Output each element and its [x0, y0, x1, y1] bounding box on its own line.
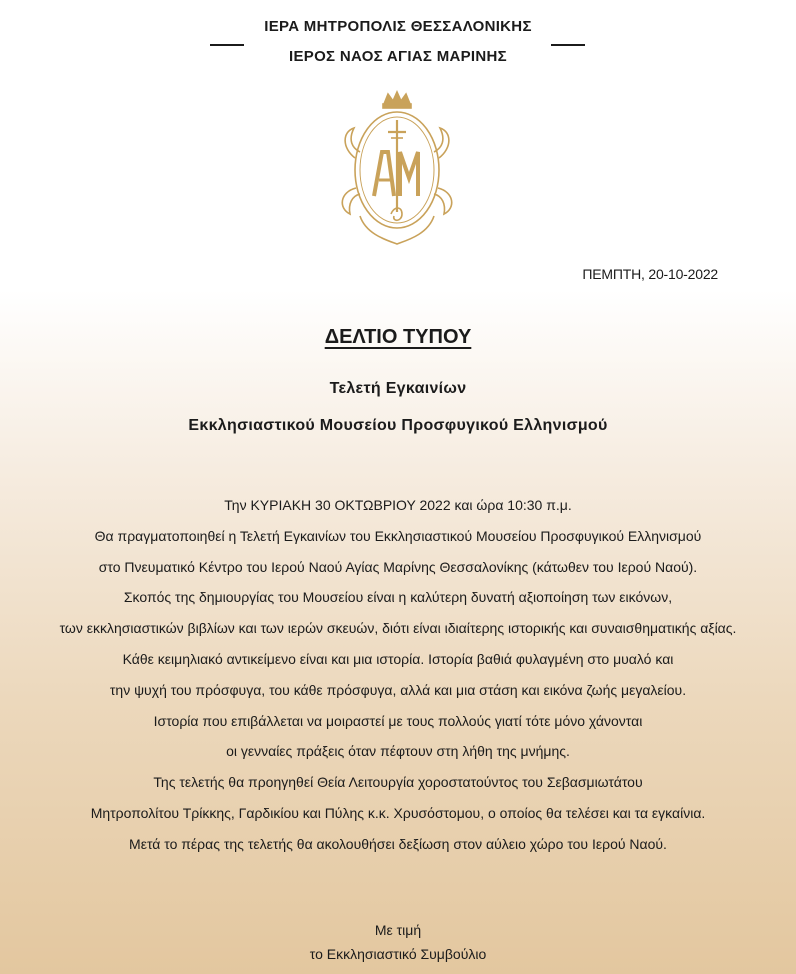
press-release-title: ΔΕΛΤΙΟ ΤΥΠΟΥ — [324, 326, 472, 348]
body-line: Της τελετής θα προηγηθεί Θεία Λειτουργία χοροστατούντος του Σεβασμιωτάτου — [153, 774, 643, 791]
document-date: ΠΕΜΠΤΗ, 20-10-2022 — [582, 266, 718, 282]
body-line: την ψυχή του πρόσφυγα, του κάθε πρόσφυγα, αλλά και μια στάση και εικόνα ζωής μεγαλείου. — [109, 681, 687, 698]
subtitle-museum: Εκκλησιαστικού Μουσείου Προσφυγικού Ελληνισμού — [188, 417, 608, 434]
body-line: Θα πραγματοποιηθεί η Τελετή Εγκαινίων του Εκκλησιαστικού Μουσείου Προσφυγικού Ελληνισμού — [94, 527, 702, 544]
header-subtitle: ΙΕΡΟΣ ΝΑΟΣ ΑΓΙΑΣ ΜΑΡΙΝΗΣ — [289, 48, 507, 65]
header-rule-left — [210, 44, 244, 46]
body-line: Μετά το πέρας της τελετής θα ακολουθήσει δεξίωση στον αύλειο χώρο του Ιερού Ναού. — [129, 835, 667, 852]
body-line: στο Πνευματικό Κέντρο του Ιερού Ναού Αγίας Μαρίνης Θεσσαλονίκης (κάτωθεν του Ιερού Ναού). — [98, 558, 698, 575]
body-line: Την ΚΥΡΙΑΚΗ 30 ΟΚΤΩΒΡΙΟΥ 2022 και ώρα 10:30 π.μ. — [224, 497, 572, 513]
subtitle-ceremony: Τελετή Εγκαινίων — [329, 380, 467, 397]
signoff-regards: Με τιμή — [374, 922, 422, 938]
body-line: Σκοπός της δημιουργίας του Μουσείου είναι η καλύτερη δυνατή αξιοποίηση των εικόνων, — [123, 589, 673, 606]
body-line: Ιστορία που επιβάλλεται να μοιραστεί με τους πολλούς γιατί τότε μόνο χάνονται — [153, 712, 643, 729]
body-line: οι γενναίες πράξεις όταν πέφτουν στη λήθη της μνήμης. — [226, 743, 570, 760]
crowned-monogram-emblem-icon — [336, 88, 458, 248]
header-rule-right — [551, 44, 585, 46]
body-line: Κάθε κειμηλιακό αντικείμενο είναι και μια ιστορία. Ιστορία βαθιά φυλαγμένη στο μυαλό και — [122, 650, 674, 667]
body-text — [0, 494, 796, 864]
body-line: Μητροπολίτου Τρίκκης, Γαρδικίου και Πύλης κ.κ. Χρυσόστομου, ο οποίος θα τελέσει και τα εγκαίνια. — [90, 804, 706, 821]
body-line: των εκκλησιαστικών βιβλίων και των ιερών σκευών, διότι είναι ιδιαίτερης ιστορικής και συναισθηματικής αξίας. — [59, 620, 737, 637]
signoff-signatory: το Εκκλησιαστικό Συμβούλιο — [309, 946, 487, 962]
header-title: ΙΕΡΑ ΜΗΤΡΟΠΟΛΙΣ ΘΕΣΣΑΛΟΝΙΚΗΣ — [264, 18, 532, 35]
